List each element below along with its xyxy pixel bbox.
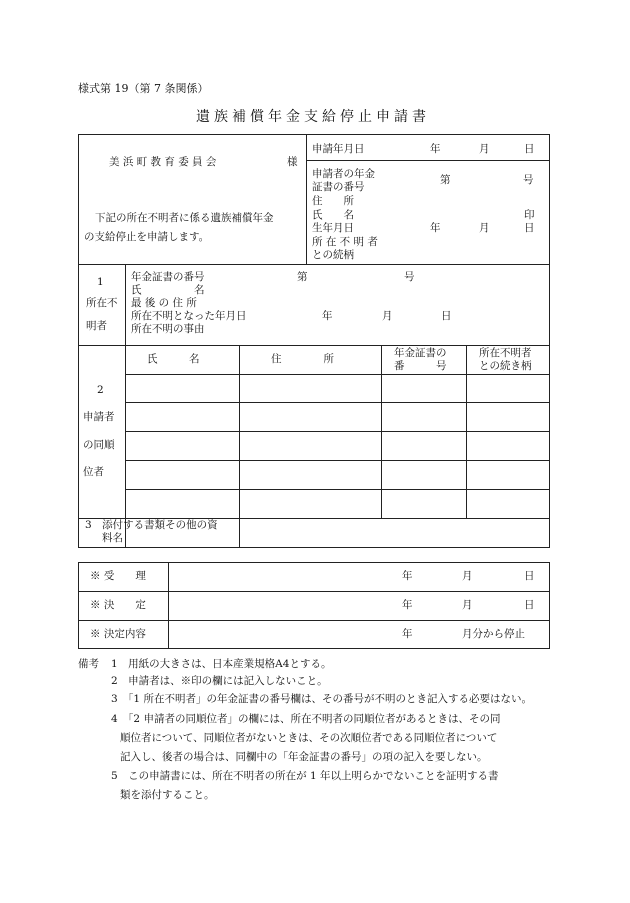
section1-label-line2: 明者 bbox=[86, 320, 107, 332]
section1-number: 1 bbox=[97, 276, 104, 288]
note-item: 順位者について、同順位者がないときは、その次順位者である同順位者について bbox=[120, 732, 498, 744]
missing-date-label: 所在不明となった年月日 bbox=[131, 310, 247, 322]
section1-label-line1: 所在不 bbox=[86, 297, 118, 309]
note-item: 4 「2 申請者の同順位者」の欄には、所在不明者の同順位者があるときは、その同 bbox=[111, 713, 501, 725]
received-label: ※ 受 理 bbox=[90, 570, 146, 582]
missing-cert-go: 号 bbox=[404, 271, 415, 283]
decided-label: ※ 決 定 bbox=[90, 599, 146, 611]
applicant-birth-label: 生年月日 bbox=[312, 222, 354, 234]
col-header-relation-line2: との続き柄 bbox=[479, 360, 532, 372]
seal-mark: 印 bbox=[524, 209, 535, 221]
attachments-label-line1: 3 添付する書類その他の資 bbox=[85, 519, 218, 531]
request-text-line1: 下記の所在不明者に係る遺族補償年金 bbox=[95, 212, 274, 224]
section2-label-line2: の同順 bbox=[83, 439, 115, 451]
application-year-label: 年 bbox=[430, 143, 441, 155]
missing-reason-label: 所在不明の事由 bbox=[131, 323, 205, 335]
applicant-cert-label-line1: 申請者の年金 bbox=[312, 168, 375, 180]
last-address-label: 最 後 の 住 所 bbox=[131, 297, 197, 309]
col-header-address: 住 所 bbox=[271, 353, 334, 365]
notes-heading: 備考 bbox=[78, 658, 99, 670]
applicant-cert-go: 号 bbox=[523, 174, 534, 186]
applicant-cert-label-line2: 証書の番号 bbox=[312, 181, 365, 193]
section2-number: 2 bbox=[97, 384, 104, 396]
addressee: 美 浜 町 教 育 委 員 会 bbox=[109, 156, 217, 168]
application-month-label: 月 bbox=[479, 143, 490, 155]
stop-from-label: 月分から停止 bbox=[462, 628, 525, 640]
note-item: 5 この申請書には、所在不明者の所在が 1 年以上明らかでないことを証明する書 bbox=[111, 770, 499, 782]
request-text-line2: の支給停止を申請します。 bbox=[84, 231, 210, 243]
missing-year-label: 年 bbox=[322, 310, 333, 322]
col-header-relation-line1: 所在不明者 bbox=[479, 347, 532, 359]
form-number-label: 様式第 19（第 7 条関係） bbox=[78, 82, 209, 95]
section2-label-line1: 申請者 bbox=[83, 411, 115, 423]
birth-year-label: 年 bbox=[430, 222, 441, 234]
application-date-label: 申請年月日 bbox=[312, 143, 365, 155]
stop-year-label: 年 bbox=[402, 628, 413, 640]
missing-cert-dai: 第 bbox=[297, 271, 308, 283]
received-year-label: 年 bbox=[402, 570, 413, 582]
application-day-label: 日 bbox=[524, 143, 535, 155]
missing-name-label: 氏 名 bbox=[131, 284, 205, 296]
applicant-cert-dai: 第 bbox=[440, 174, 451, 186]
missing-month-label: 月 bbox=[382, 310, 393, 322]
applicant-address-label: 住 所 bbox=[312, 195, 354, 207]
decision-content-label: ※ 決定内容 bbox=[90, 628, 146, 640]
received-day-label: 日 bbox=[524, 570, 535, 582]
decided-day-label: 日 bbox=[524, 599, 535, 611]
page-title: 遺族補償年金支給停止申請書 bbox=[196, 109, 430, 125]
note-item: 類を添付すること。 bbox=[120, 789, 215, 801]
col-header-cert-line1: 年金証書の bbox=[394, 347, 447, 359]
note-item: 2 申請者は、※印の欄には記入しないこと。 bbox=[111, 675, 328, 687]
decided-month-label: 月 bbox=[462, 599, 473, 611]
attachments-label-line2: 料名 bbox=[102, 532, 123, 544]
note-item: 記入し、後者の場合は、同欄中の「年金証書の番号」の項の記入を要しない。 bbox=[120, 751, 488, 763]
received-month-label: 月 bbox=[462, 570, 473, 582]
relation-label-line2: との続柄 bbox=[312, 249, 354, 261]
section2-label-line3: 位者 bbox=[83, 466, 104, 478]
birth-month-label: 月 bbox=[479, 222, 490, 234]
relation-label-line1: 所 在 不 明 者 bbox=[312, 236, 378, 248]
note-item: 1 用紙の大きさは、日本産業規格A4とする。 bbox=[111, 658, 332, 670]
missing-cert-label: 年金証書の番号 bbox=[131, 271, 205, 283]
applicant-name-label: 氏 名 bbox=[312, 209, 354, 221]
missing-day-label: 日 bbox=[441, 310, 452, 322]
honorific: 様 bbox=[287, 156, 298, 168]
col-header-cert-line2: 番 号 bbox=[394, 360, 447, 372]
decided-year-label: 年 bbox=[402, 599, 413, 611]
birth-day-label: 日 bbox=[524, 222, 535, 234]
col-header-name: 氏 名 bbox=[147, 353, 200, 365]
note-item: 3 「1 所在不明者」の年金証書の番号欄は、その番号が不明のとき記入する必要はない。 bbox=[111, 693, 532, 705]
